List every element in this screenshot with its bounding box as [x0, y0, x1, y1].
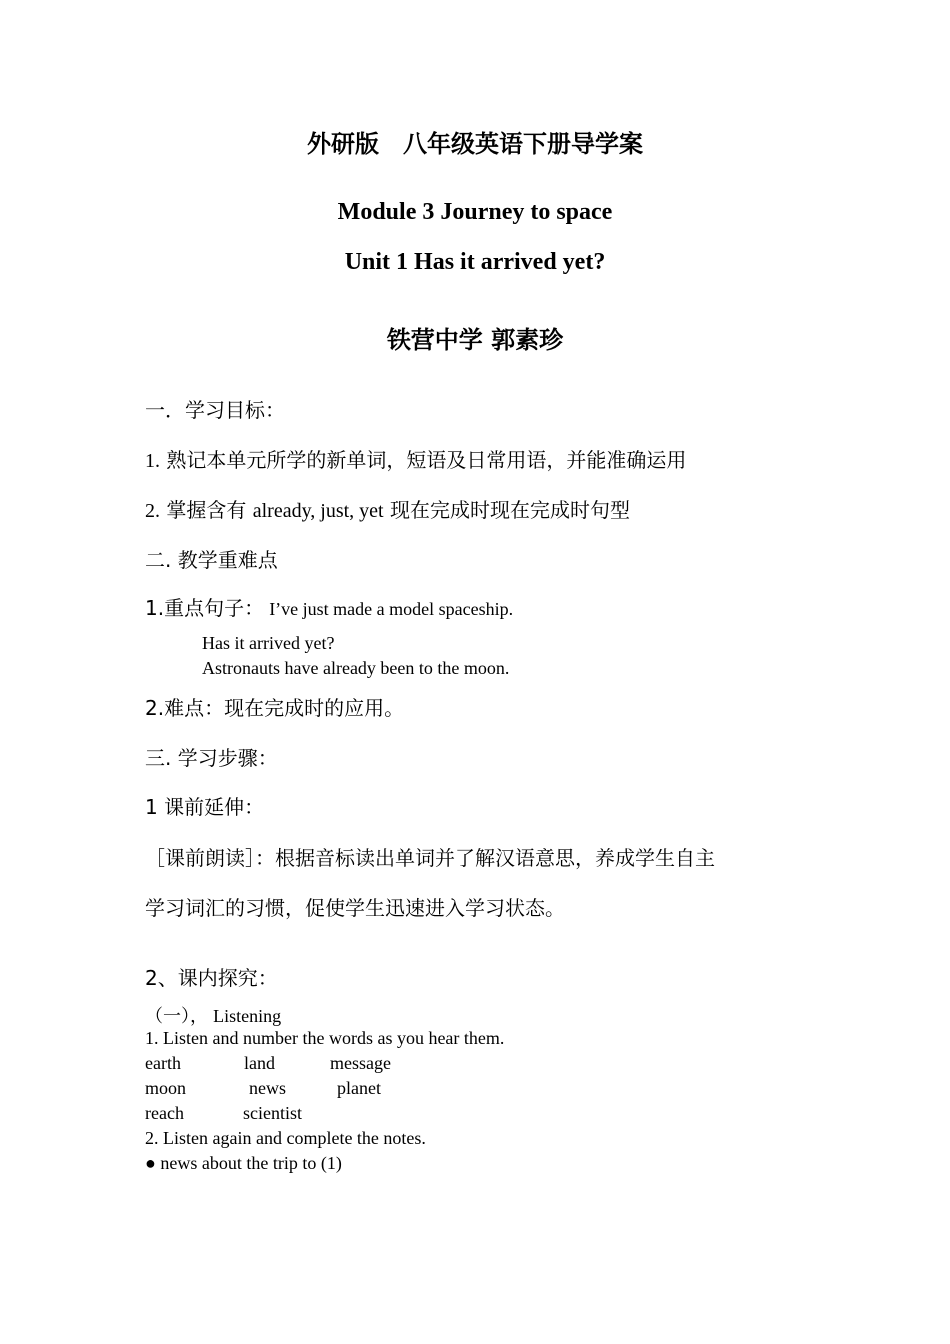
key-sentence-2: Has it arrived yet?: [202, 633, 335, 653]
note-item-1: ● news about the trip to (1): [145, 1153, 342, 1173]
part1-label: （一），: [145, 1006, 208, 1027]
section2-heading: 二. 教学重难点: [145, 548, 278, 572]
word-earth: earth: [145, 1053, 181, 1073]
part1-line: [145, 1002, 281, 1028]
word-planet: planet: [337, 1078, 381, 1098]
task1-instruction: 1. Listen and number the words as you hear them.: [145, 1028, 505, 1048]
objective-2-text-a: 掌握含有: [166, 498, 247, 522]
objective-2-text-b: 现在完成时现在完成时句型: [389, 498, 630, 522]
word-moon: moon: [145, 1078, 187, 1098]
objective-item-1: [145, 444, 686, 473]
word-land: land: [244, 1053, 275, 1073]
objective-item-2: [145, 494, 630, 523]
section1-heading: 一．学习目标：: [145, 398, 285, 422]
step2-heading: 2、课内探究：: [145, 966, 278, 990]
word-scientist: scientist: [243, 1103, 302, 1123]
word-news: news: [249, 1078, 286, 1098]
objective-1-number: 1.: [145, 450, 160, 472]
key-sentence-1: I’ve just made a model spaceship.: [269, 599, 514, 619]
difficulty-line: 2.难点：现在完成时的应用。: [145, 696, 405, 720]
unit-title: Unit 1 Has it arrived yet?: [344, 249, 606, 275]
key-sentence-3: Astronauts have already been to the moon.: [202, 658, 510, 678]
word-message: message: [330, 1053, 391, 1073]
key-sentences-line: [145, 592, 513, 621]
step1-heading: 1 课前延伸：: [145, 795, 265, 819]
key-sentences-label: 1.重点句子：: [145, 596, 265, 620]
part1-english: Listening: [213, 1006, 282, 1026]
module-title: Module 3 Journey to space: [337, 199, 613, 225]
section3-heading: 三. 学习步骤：: [145, 746, 278, 770]
reading-line-2: 学习词汇的习惯，促使学生迅速进入学习状态。: [145, 896, 565, 920]
author-line: 铁营中学 郭素珍: [386, 326, 564, 354]
objective-2-english: already, just, yet: [252, 500, 384, 522]
word-reach: reach: [145, 1103, 184, 1123]
reading-line-1: ［课前朗读］：根据音标读出单词并了解汉语意思，养成学生自主: [145, 846, 715, 870]
task2-instruction: 2. Listen again and complete the notes.: [145, 1128, 426, 1148]
objective-2-number: 2.: [145, 500, 160, 522]
objective-1-text: 熟记本单元所学的新单词，短语及日常用语，并能准确运用: [166, 448, 687, 472]
document-title: 外研版 八年级英语下册导学案: [307, 130, 643, 158]
